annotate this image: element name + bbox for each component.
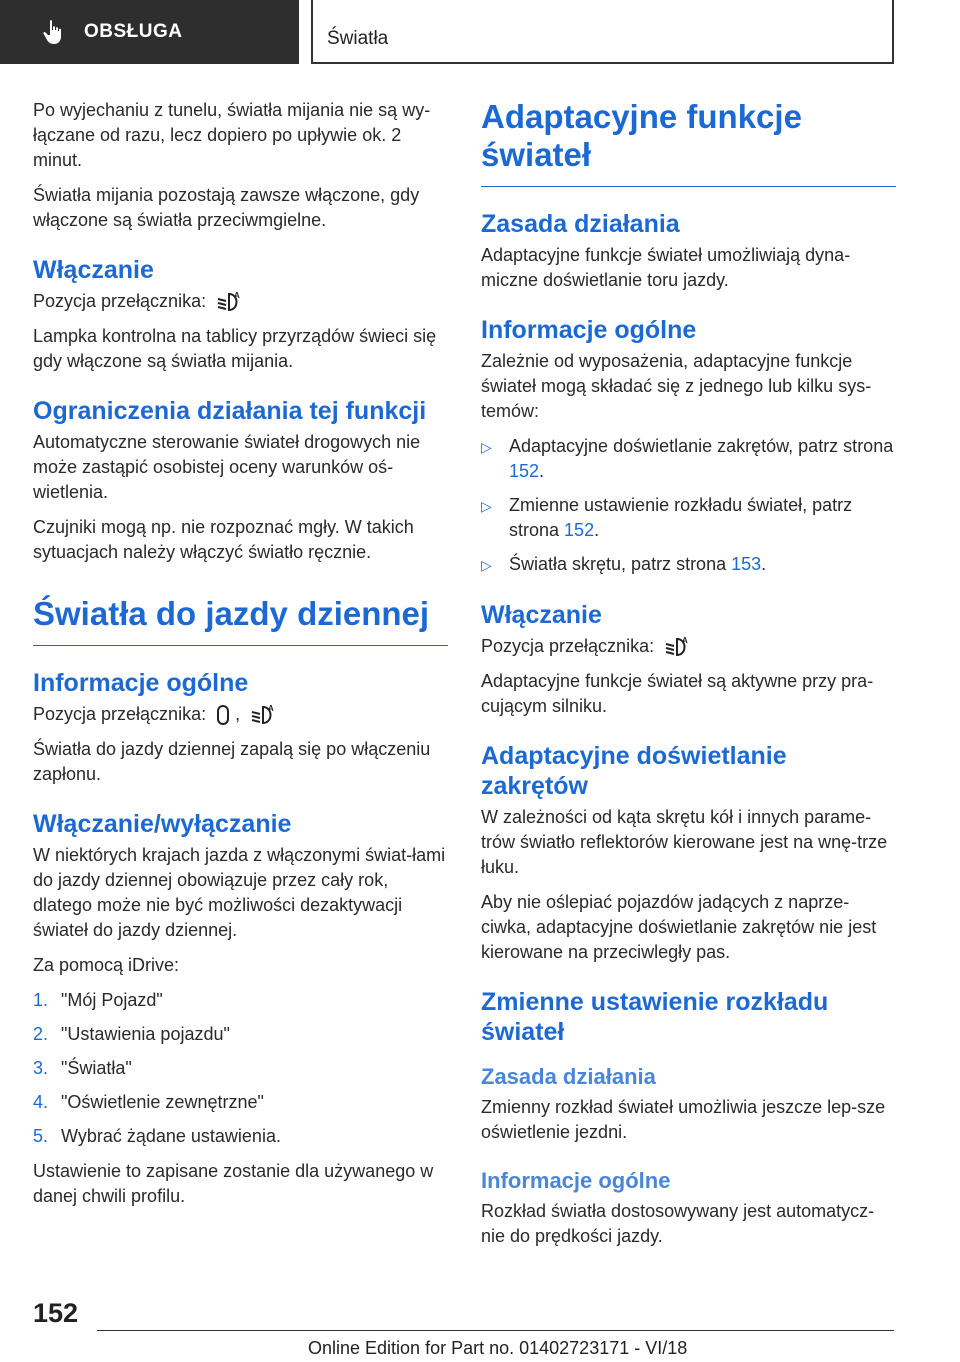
- low-beam-auto-icon: [215, 291, 245, 313]
- heading-zmienne: Zmienne ustawienie rozkładu świateł: [481, 988, 829, 1046]
- svg-text:A: A: [268, 704, 274, 714]
- subheading-zasada: Zasada działania: [481, 1064, 656, 1089]
- heading-zakrety: Adaptacyjne doświetlanie zakrętów: [481, 742, 787, 800]
- page-link[interactable]: 153: [731, 554, 762, 574]
- paragraph: Po wyjechaniu z tunelu, światła mijania nie są wy‐łączane od razu, lecz dopiero po upływie ok. 2 minut.: [33, 100, 431, 170]
- left-column: [33, 98, 448, 1219]
- paragraph: W niektórych krajach jazda z włączonymi świat‐łami do jazdy dziennej obowiązuje przez cały rok, dlatego może nie być możliwości dezaktywacji świateł do jazdy dziennej.: [33, 845, 446, 940]
- list-item: ▷ Zmienne ustawienie rozkładu świateł, patrz strona 152.: [481, 495, 853, 540]
- section-tab: [0, 0, 299, 64]
- paragraph-switch-position-2: Pozycja przełącznika: , A: [33, 702, 448, 727]
- page-link[interactable]: 152: [509, 461, 540, 481]
- paragraph: Światła do jazdy dziennej zapalą się po włączeniu zapłonu.: [33, 739, 431, 784]
- paragraph: Lampka kontrolna na tablicy przyrządów świeci się gdy włączone są światła mijania.: [33, 326, 437, 371]
- list-item: ▷ Adaptacyjne doświetlanie zakrętów, patrz strona 152.: [481, 436, 894, 481]
- list-item: ▷ Światła skrętu, patrz strona 153.: [481, 554, 767, 574]
- page-number: 152: [33, 1298, 79, 1328]
- idrive-steps: [33, 988, 448, 1149]
- heading-ograniczenia: Ograniczenia działania tej funkcji: [33, 397, 427, 425]
- paragraph: Aby nie oślepiać pojazdów jadących z naprze‐ciwka, adaptacyjne doświetlanie zakrętów nie jest kierowane na przeciwległy pas.: [481, 892, 877, 962]
- systems-list: [481, 434, 896, 578]
- list-item: 3. "Światła": [33, 1058, 132, 1078]
- paragraph: Adaptacyjne funkcje świateł umożliwiają dyna‐miczne doświetlanie toru jazdy.: [481, 245, 851, 290]
- paragraph-switch-position: Pozycja przełącznika: A: [33, 289, 448, 314]
- heading-swiatla-dzienne: Światła do jazdy dziennej: [33, 595, 448, 646]
- low-beam-auto-icon: [249, 704, 279, 726]
- footer-edition: Online Edition for Part no. 01402723171 - VI/18: [308, 1338, 688, 1358]
- paragraph: Czujniki mogą np. nie rozpoznać mgły. W takich sytuacjach należy włączyć światło ręcznie.: [33, 517, 414, 562]
- heading-adaptacyjne: Adaptacyjne funkcje świateł: [481, 98, 896, 187]
- paragraph: Automatyczne sterowanie świateł drogowych nie może zastąpić osobistej oceny warunków oś‐wietlenia.: [33, 432, 421, 502]
- svg-text:A: A: [682, 636, 688, 646]
- paragraph: Światła mijania pozostają zawsze włączone, gdy włączone są światła przeciwmgielne.: [33, 185, 420, 230]
- chapter-title: Światła: [327, 28, 389, 49]
- switch-off-icon: [215, 704, 231, 726]
- section-label: OBSŁUGA: [84, 21, 183, 42]
- paragraph: Zależnie od wyposażenia, adaptacyjne funkcje świateł mogą składać się z jednego lub kilku sys‐temów:: [481, 351, 872, 421]
- heading-wlaczanie: Włączanie: [481, 601, 602, 629]
- footer-rule: [97, 1330, 894, 1331]
- low-beam-auto-icon: [663, 636, 693, 658]
- hand-pointer-icon: [42, 19, 66, 45]
- list-item: 2. "Ustawienia pojazdu": [33, 1024, 230, 1044]
- subheading-informacje: Informacje ogólne: [481, 1168, 671, 1193]
- heading-wlaczanie-wylaczanie: Włączanie/wyłączanie: [33, 810, 292, 838]
- paragraph: Zmienny rozkład świateł umożliwia jeszcze lep‐sze oświetlenie jezdni.: [481, 1097, 886, 1142]
- heading-zasada: Zasada działania: [481, 210, 680, 238]
- list-item: 1. "Mój Pojazd": [33, 990, 163, 1010]
- paragraph-switch-position: Pozycja przełącznika: A: [481, 634, 896, 659]
- right-column: [481, 98, 896, 1259]
- paragraph: Adaptacyjne funkcje świateł są aktywne przy pra‐cującym silniku.: [481, 671, 874, 716]
- paragraph: Ustawienie to zapisane zostanie dla używanego w danej chwili profilu.: [33, 1161, 434, 1206]
- heading-informacje: Informacje ogólne: [481, 316, 697, 344]
- list-item: 4. "Oświetlenie zewnętrzne": [33, 1092, 264, 1112]
- svg-text:A: A: [234, 291, 240, 301]
- paragraph: Rozkład światła dostosowywany jest automatycz‐nie do prędkości jazdy.: [481, 1201, 875, 1246]
- heading-wlaczanie: Włączanie: [33, 256, 154, 284]
- heading-informacje: Informacje ogólne: [33, 669, 249, 697]
- paragraph: Za pomocą iDrive:: [33, 955, 180, 975]
- page-header: [311, 0, 894, 64]
- list-item: 5. Wybrać żądane ustawienia.: [33, 1126, 281, 1146]
- paragraph: W zależności od kąta skrętu kół i innych parame‐trów światło reflektorów kierowane jest na wnę‐trze łuku.: [481, 807, 888, 877]
- page-link[interactable]: 152: [564, 520, 595, 540]
